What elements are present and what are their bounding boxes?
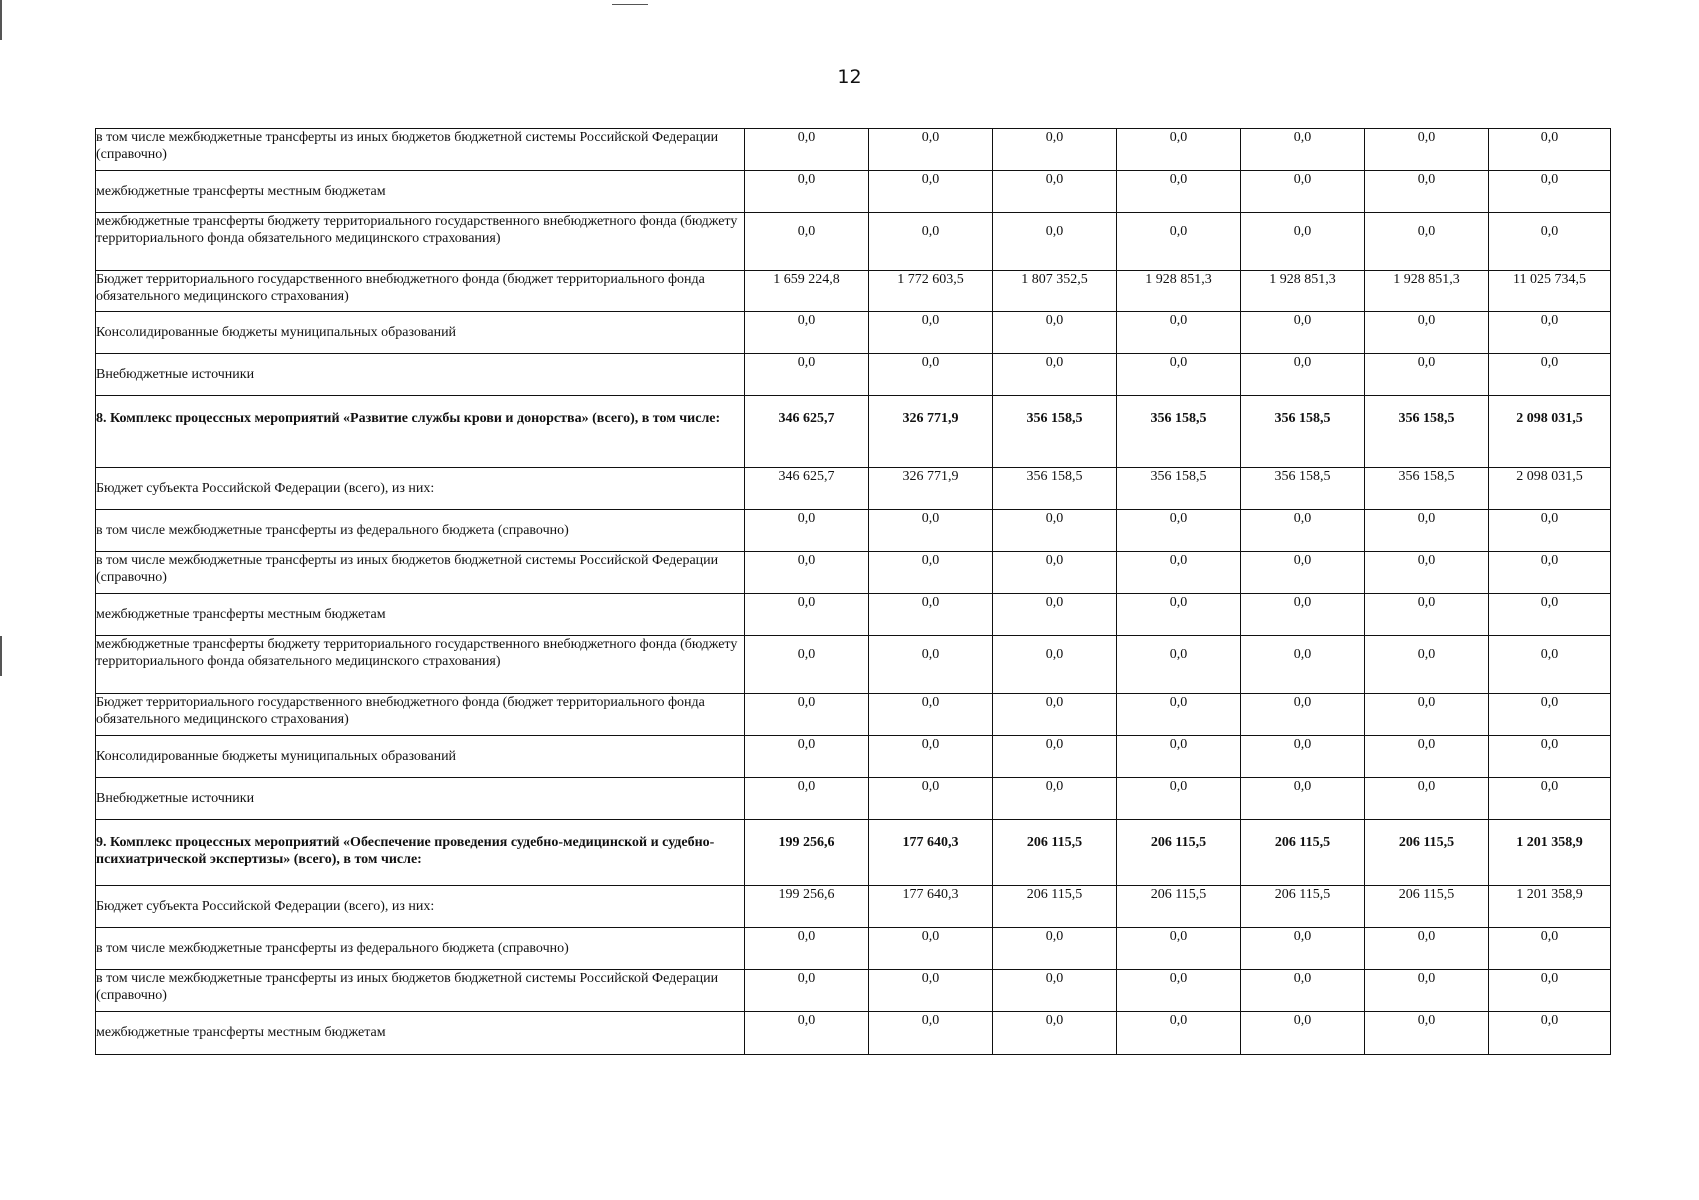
value-cell: 177 640,3 <box>869 820 993 886</box>
value-cell: 0,0 <box>1489 594 1611 636</box>
value-cell: 0,0 <box>1489 778 1611 820</box>
row-label-cell <box>96 594 745 636</box>
row-label-cell <box>96 820 745 886</box>
value-cell: 0,0 <box>993 171 1117 213</box>
row-label-cell <box>96 129 745 171</box>
table-row <box>96 694 1611 736</box>
value-cell: 0,0 <box>993 354 1117 396</box>
value-cell: 0,0 <box>1365 778 1489 820</box>
value-cell: 0,0 <box>993 552 1117 594</box>
table-row <box>96 552 1611 594</box>
value-cell: 0,0 <box>1241 312 1365 354</box>
value-cell: 0,0 <box>1489 970 1611 1012</box>
value-cell: 346 625,7 <box>745 468 869 510</box>
value-cell: 0,0 <box>869 694 993 736</box>
value-cell: 0,0 <box>1365 636 1489 694</box>
value-cell: 206 115,5 <box>993 820 1117 886</box>
value-cell: 0,0 <box>745 928 869 970</box>
value-cell: 0,0 <box>1241 129 1365 171</box>
value-cell: 0,0 <box>1241 928 1365 970</box>
row-label: в том числе межбюджетные трансферты из иных бюджетов бюджетной системы Российской Федерации (справочно) <box>96 971 719 1003</box>
row-label-cell <box>96 552 745 594</box>
value-cell: 1 659 224,8 <box>745 271 869 312</box>
value-cell: 0,0 <box>1117 213 1241 271</box>
row-label: в том числе межбюджетные трансферты из иных бюджетов бюджетной системы Российской Федерации (справочно) <box>96 553 719 585</box>
value-cell: 0,0 <box>869 970 993 1012</box>
value-cell: 1 928 851,3 <box>1365 271 1489 312</box>
value-cell: 1 928 851,3 <box>1241 271 1365 312</box>
value-cell: 0,0 <box>993 928 1117 970</box>
value-cell: 0,0 <box>1241 636 1365 694</box>
row-label-cell <box>96 468 745 510</box>
table-row <box>96 213 1611 271</box>
value-cell: 0,0 <box>869 636 993 694</box>
value-cell: 0,0 <box>1117 970 1241 1012</box>
value-cell: 0,0 <box>1365 736 1489 778</box>
row-label: Консолидированные бюджеты муниципальных образований <box>96 325 457 340</box>
row-label-cell <box>96 312 745 354</box>
scan-edge-mark-left-mid <box>0 636 2 676</box>
value-cell: 0,0 <box>869 171 993 213</box>
value-cell: 356 158,5 <box>993 396 1117 468</box>
value-cell: 0,0 <box>1241 970 1365 1012</box>
row-label: Бюджет территориального государственного внебюджетного фонда (бюджет территориального фонда обязательного медицинского страхования) <box>96 272 705 304</box>
value-cell: 0,0 <box>993 594 1117 636</box>
table-row <box>96 129 1611 171</box>
row-label-cell <box>96 636 745 694</box>
value-cell: 1 201 358,9 <box>1489 820 1611 886</box>
value-cell: 0,0 <box>1241 736 1365 778</box>
value-cell: 0,0 <box>1489 694 1611 736</box>
value-cell: 0,0 <box>993 736 1117 778</box>
row-label: Консолидированные бюджеты муниципальных образований <box>96 749 457 764</box>
value-cell: 0,0 <box>1365 594 1489 636</box>
value-cell: 0,0 <box>1489 1012 1611 1055</box>
value-cell: 0,0 <box>1489 171 1611 213</box>
table-row <box>96 736 1611 778</box>
value-cell: 11 025 734,5 <box>1489 271 1611 312</box>
row-label-cell <box>96 1012 745 1055</box>
value-cell: 0,0 <box>1241 354 1365 396</box>
value-cell: 0,0 <box>1489 928 1611 970</box>
row-label-cell <box>96 694 745 736</box>
value-cell: 0,0 <box>993 129 1117 171</box>
value-cell: 326 771,9 <box>869 468 993 510</box>
value-cell: 0,0 <box>1117 636 1241 694</box>
value-cell: 0,0 <box>993 636 1117 694</box>
table-row <box>96 171 1611 213</box>
value-cell: 0,0 <box>993 510 1117 552</box>
value-cell: 0,0 <box>1117 778 1241 820</box>
row-label-cell <box>96 970 745 1012</box>
value-cell: 0,0 <box>869 736 993 778</box>
value-cell: 0,0 <box>745 213 869 271</box>
value-cell: 0,0 <box>1365 354 1489 396</box>
value-cell: 0,0 <box>1117 510 1241 552</box>
row-label: межбюджетные трансферты местным бюджетам <box>96 1025 386 1040</box>
value-cell: 0,0 <box>1117 694 1241 736</box>
value-cell: 0,0 <box>1241 213 1365 271</box>
value-cell: 0,0 <box>1117 1012 1241 1055</box>
value-cell: 0,0 <box>869 594 993 636</box>
value-cell: 206 115,5 <box>993 886 1117 928</box>
row-label: межбюджетные трансферты бюджету территориального государственного внебюджетного фонда (бюджету территориального фонда обязательного медицинского страхования) <box>96 214 738 246</box>
value-cell: 0,0 <box>1365 1012 1489 1055</box>
value-cell: 0,0 <box>745 171 869 213</box>
row-label-cell <box>96 213 745 271</box>
value-cell: 0,0 <box>1241 778 1365 820</box>
table-row <box>96 594 1611 636</box>
value-cell: 0,0 <box>1489 552 1611 594</box>
row-label: межбюджетные трансферты бюджету территориального государственного внебюджетного фонда (бюджету территориального фонда обязательного медицинского страхования) <box>96 637 738 669</box>
row-label: Бюджет территориального государственного внебюджетного фонда (бюджет территориального фонда обязательного медицинского страхования) <box>96 695 705 727</box>
value-cell: 2 098 031,5 <box>1489 468 1611 510</box>
value-cell: 356 158,5 <box>1365 468 1489 510</box>
value-cell: 0,0 <box>1365 694 1489 736</box>
value-cell: 346 625,7 <box>745 396 869 468</box>
value-cell: 0,0 <box>1489 312 1611 354</box>
value-cell: 356 158,5 <box>993 468 1117 510</box>
row-label: 9. Комплекс процессных мероприятий «Обеспечение проведения судебно-медицинской и судебно-психиатрической экспертизы» (всего), в том числе: <box>96 835 715 867</box>
value-cell: 0,0 <box>1365 552 1489 594</box>
scan-edge-mark-top <box>612 4 648 5</box>
value-cell: 356 158,5 <box>1241 396 1365 468</box>
row-label-cell <box>96 778 745 820</box>
value-cell: 0,0 <box>869 312 993 354</box>
value-cell: 0,0 <box>993 694 1117 736</box>
value-cell: 1 807 352,5 <box>993 271 1117 312</box>
row-label-cell <box>96 271 745 312</box>
value-cell: 206 115,5 <box>1365 820 1489 886</box>
value-cell: 0,0 <box>1241 594 1365 636</box>
value-cell: 0,0 <box>993 312 1117 354</box>
value-cell: 0,0 <box>745 778 869 820</box>
value-cell: 0,0 <box>1117 594 1241 636</box>
value-cell: 0,0 <box>745 736 869 778</box>
value-cell: 206 115,5 <box>1365 886 1489 928</box>
value-cell: 0,0 <box>1241 694 1365 736</box>
value-cell: 356 158,5 <box>1117 468 1241 510</box>
row-label-cell <box>96 886 745 928</box>
value-cell: 0,0 <box>869 129 993 171</box>
value-cell: 0,0 <box>1241 552 1365 594</box>
table-row <box>96 468 1611 510</box>
value-cell: 0,0 <box>1489 736 1611 778</box>
row-label: Внебюджетные источники <box>96 791 255 806</box>
value-cell: 356 158,5 <box>1365 396 1489 468</box>
table-row <box>96 636 1611 694</box>
value-cell: 206 115,5 <box>1241 886 1365 928</box>
value-cell: 206 115,5 <box>1117 886 1241 928</box>
value-cell: 206 115,5 <box>1117 820 1241 886</box>
row-label: Внебюджетные источники <box>96 367 255 382</box>
value-cell: 1 201 358,9 <box>1489 886 1611 928</box>
value-cell: 206 115,5 <box>1241 820 1365 886</box>
value-cell: 0,0 <box>1117 736 1241 778</box>
value-cell: 0,0 <box>1365 970 1489 1012</box>
value-cell: 0,0 <box>1117 312 1241 354</box>
value-cell: 0,0 <box>993 213 1117 271</box>
row-label: межбюджетные трансферты местным бюджетам <box>96 607 386 622</box>
budget-table-body <box>96 129 1611 1055</box>
row-label-cell <box>96 736 745 778</box>
value-cell: 0,0 <box>745 1012 869 1055</box>
value-cell: 0,0 <box>745 354 869 396</box>
value-cell: 177 640,3 <box>869 886 993 928</box>
value-cell: 0,0 <box>1117 129 1241 171</box>
value-cell: 0,0 <box>1365 129 1489 171</box>
value-cell: 0,0 <box>1365 510 1489 552</box>
row-label: в том числе межбюджетные трансферты из иных бюджетов бюджетной системы Российской Федерации (справочно) <box>96 130 719 162</box>
budget-table <box>95 128 1611 1055</box>
value-cell: 0,0 <box>869 510 993 552</box>
table-row <box>96 312 1611 354</box>
row-label: межбюджетные трансферты местным бюджетам <box>96 184 386 199</box>
value-cell: 0,0 <box>1117 552 1241 594</box>
value-cell: 0,0 <box>993 1012 1117 1055</box>
table-row <box>96 778 1611 820</box>
value-cell: 0,0 <box>745 694 869 736</box>
value-cell: 0,0 <box>1365 312 1489 354</box>
value-cell: 2 098 031,5 <box>1489 396 1611 468</box>
value-cell: 0,0 <box>869 213 993 271</box>
value-cell: 356 158,5 <box>1241 468 1365 510</box>
value-cell: 0,0 <box>1489 636 1611 694</box>
value-cell: 0,0 <box>745 552 869 594</box>
value-cell: 0,0 <box>745 312 869 354</box>
value-cell: 0,0 <box>1365 213 1489 271</box>
value-cell: 0,0 <box>1365 171 1489 213</box>
row-label-cell <box>96 510 745 552</box>
value-cell: 0,0 <box>1489 129 1611 171</box>
value-cell: 0,0 <box>993 970 1117 1012</box>
value-cell: 0,0 <box>745 594 869 636</box>
row-label: Бюджет субъекта Российской Федерации (всего), из них: <box>96 899 435 914</box>
value-cell: 0,0 <box>1489 510 1611 552</box>
value-cell: 0,0 <box>1117 354 1241 396</box>
page-number: 12 <box>837 66 862 88</box>
row-label-cell <box>96 171 745 213</box>
value-cell: 0,0 <box>745 636 869 694</box>
table-row <box>96 396 1611 468</box>
value-cell: 0,0 <box>1117 171 1241 213</box>
scan-edge-mark-left <box>0 0 2 40</box>
row-label: в том числе межбюджетные трансферты из федерального бюджета (справочно) <box>96 941 569 956</box>
row-label-cell <box>96 354 745 396</box>
value-cell: 0,0 <box>1117 928 1241 970</box>
table-row <box>96 970 1611 1012</box>
row-label-cell <box>96 396 745 468</box>
value-cell: 0,0 <box>869 354 993 396</box>
value-cell: 0,0 <box>1241 171 1365 213</box>
row-label: 8. Комплекс процессных мероприятий «Развитие службы крови и донорства» (всего), в том числе: <box>96 411 721 426</box>
table-row <box>96 354 1611 396</box>
value-cell: 0,0 <box>1365 928 1489 970</box>
value-cell: 0,0 <box>869 1012 993 1055</box>
value-cell: 1 928 851,3 <box>1117 271 1241 312</box>
value-cell: 0,0 <box>745 129 869 171</box>
value-cell: 0,0 <box>1489 213 1611 271</box>
row-label-cell <box>96 928 745 970</box>
value-cell: 0,0 <box>745 510 869 552</box>
table-row <box>96 820 1611 886</box>
value-cell: 0,0 <box>745 970 869 1012</box>
value-cell: 1 772 603,5 <box>869 271 993 312</box>
value-cell: 326 771,9 <box>869 396 993 468</box>
value-cell: 199 256,6 <box>745 820 869 886</box>
value-cell: 0,0 <box>869 928 993 970</box>
value-cell: 0,0 <box>1241 1012 1365 1055</box>
value-cell: 0,0 <box>1489 354 1611 396</box>
value-cell: 199 256,6 <box>745 886 869 928</box>
value-cell: 0,0 <box>869 778 993 820</box>
table-row <box>96 1012 1611 1055</box>
row-label: Бюджет субъекта Российской Федерации (всего), из них: <box>96 481 435 496</box>
value-cell: 356 158,5 <box>1117 396 1241 468</box>
value-cell: 0,0 <box>869 552 993 594</box>
value-cell: 0,0 <box>993 778 1117 820</box>
table-row <box>96 510 1611 552</box>
value-cell: 0,0 <box>1241 510 1365 552</box>
row-label: в том числе межбюджетные трансферты из федерального бюджета (справочно) <box>96 523 569 538</box>
table-row <box>96 886 1611 928</box>
table-row <box>96 928 1611 970</box>
table-row <box>96 271 1611 312</box>
